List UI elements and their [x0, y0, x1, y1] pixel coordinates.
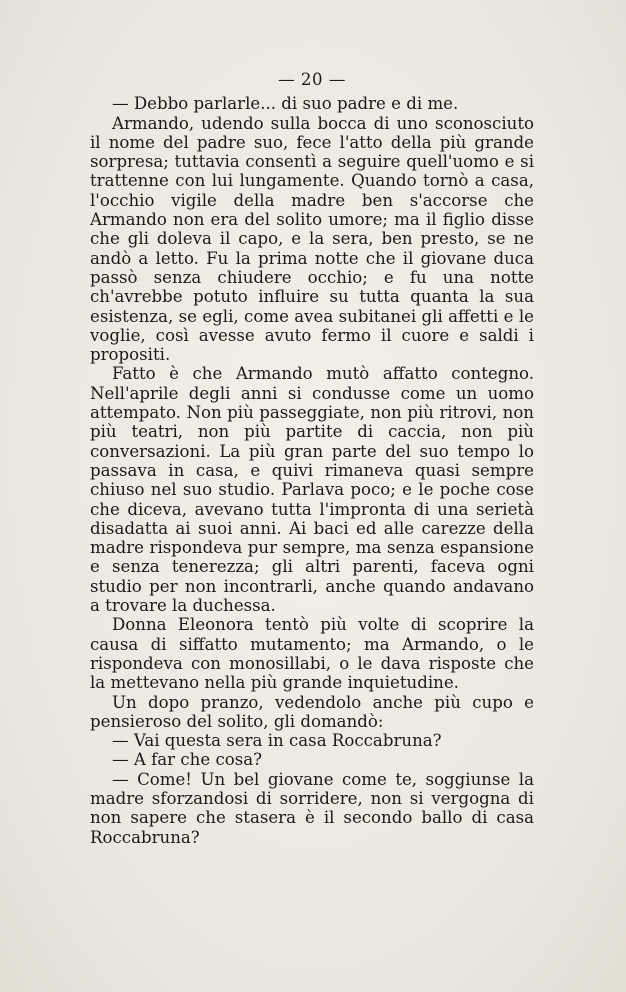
paragraph-8: — Come! Un bel giovane come te, soggiunse la madre sforzandosi di sorridere, non si vergogna di non sapere che stasera è il secondo ballo di casa Roccabruna?: [90, 769, 534, 847]
page-text: [90, 70, 534, 847]
paragraph-1: — Debbo parlarle... di suo padre e di me.: [112, 94, 459, 114]
paragraph-4: Donna Eleonora tentò più volte di scoprire la causa di siffatto mutamento; ma Armando, o le rispondeva con monosillabi, o le dava risposte che la mettevano nella più grande inquietudine.: [90, 615, 534, 693]
paragraph-2: Armando, udendo sulla bocca di uno sconosciuto il nome del padre suo, fece l'atto della più grande sorpresa; tuttavia consentì a seguire quell'uomo e si trattenne con lui lungamente. Quando tornò a casa, l'occhio vigile della madre ben s'accorse che Armando non era del solito umore; ma il figlio disse che gli doleva il capo, e la sera, ben presto, se ne andò a letto. Fu la prima notte che il giovane duca passò senza chiudere occhio; e fu una notte ch'avrebbe potuto influire su tutta quanta la sua esistenza, se egli, come avea subitanei gli affetti e le voglie, così avesse avuto fermo il cuore e saldi i propositi.: [90, 113, 534, 365]
page-number: — 20 —: [278, 70, 346, 89]
paragraph-7: — A far che cosa?: [112, 750, 263, 770]
paragraph-6: — Vai questa sera in casa Roccabruna?: [112, 731, 442, 751]
paragraph-5: Un dopo pranzo, vedendolo anche più cupo e pensieroso del solito, gli domandò:: [90, 692, 534, 731]
paragraph-3: Fatto è che Armando mutò affatto contegno. Nell'aprile degli anni si condusse come un uomo attempato. Non più passeggiate, non più ritrovi, non più teatri, non più partite di caccia, non più conversazioni. La più gran parte del suo tempo lo passava in casa, e quivi rimaneva quasi sempre chiuso nel suo studio. Parlava poco; e le poche cose che diceva, avevano tutta l'impronta di una serietà disadatta ai suoi anni. Ai baci ed alle carezze della madre rispondeva pur sempre, ma senza espansione e senza tenerezza; gli altri parenti, faceva ogni studio per non incontrarli, anche quando andavano a trovare la duchessa.: [90, 364, 534, 616]
